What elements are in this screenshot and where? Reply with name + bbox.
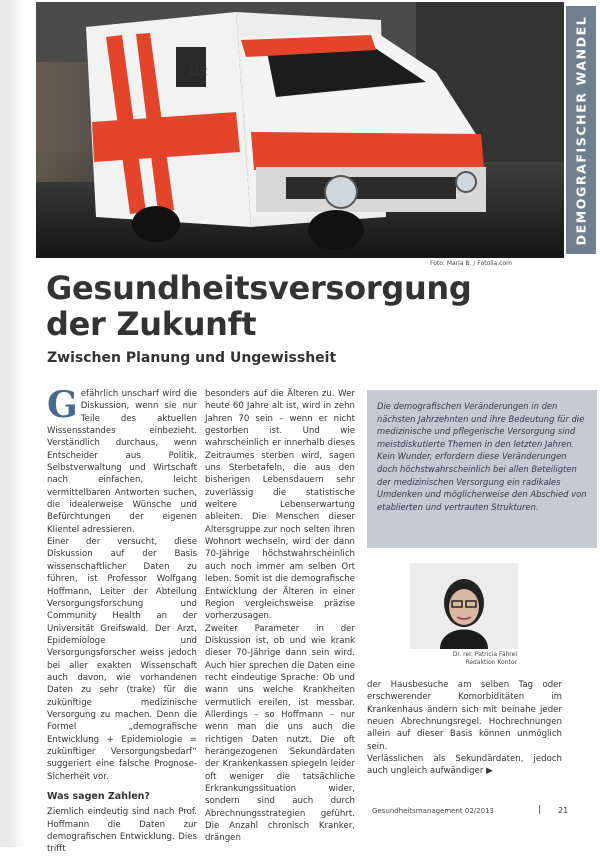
paragraph: Einer der versucht, diese Diskussion auf der Basis wissenschaftlicher Daten zu führen, ist Professor Wolfgang Hoffmann, Leiter der Abteilung Versorgungsforschung und Community Health an der Universität Greifswald. Der Arzt, Epidemiologe und Versorgungsforscher weiss jedoch bei aller exakten Wissenschaft auch davon, wie vorhandenen Daten zu sehr (trake) für die zukünftige medizinische Versorgung zu machen. Denn die Formel „demografische Entwicklung + Epidemiologie = zukünftiger Versorgungsbedarf“ suggeriert eine falsche Prognose-Sicherheit vor. <box>47 537 197 782</box>
footer-separator: | <box>538 805 542 815</box>
author-portrait <box>410 563 518 649</box>
text-column-3 <box>367 679 562 778</box>
drop-cap: G <box>47 384 78 426</box>
caption-name: Dr. rer. Patricia Fährel <box>452 651 517 658</box>
pull-quote-box <box>367 390 597 548</box>
pull-quote-text: Die demografischen Veränderungen in den nächsten Jahrzehnten und ihre Bedeutung für die medizinische und pflegerische Versorgung sind meistdiskutierte Themen in den letzten Jahren. Kein Wunder, erfordern diese Veränderungen doch höchstwahrscheinlich bei allen Beteiligten der medizinischen Versorgung ein radikales Umdenken und möglicherweise den Abschied von etablierten und vertrauten Strukturen. <box>377 401 587 512</box>
text-column-2 <box>205 388 355 845</box>
paragraph: der Hausbesuche am selben Tag oder erschwerender Komorbiditäten im Krankenhaus ändern sich mit beinahe jeder neuen Abrechnungsregel. Hochrechnungen allein auf dieser Basis können unmöglich sein. <box>367 680 562 752</box>
paragraph: besonders auf die Älteren zu. Wer heute 60 Jahre alt ist, wird in zehn Jahren 70 sein – wenn er nicht gestorben ist. Und wie wahrscheinlich er innerhalb dieses Zeitraumes sterben wird, sagen uns Sterbetafeln, die aus den bisherigen Lebensdauern sehr zuverlässig die statistische weitere Lebenserwartung ableiten. Die Menschen dieser Altersgruppe zur noch selten ihren Wohnort wechseln, wird der dann 70-Jährige höchstwahrscheinlich auch noch immer am selben Ort leben. Somit ist die demografische Entwicklung der Älteren in einer Region vergleichsweise präzise vorherzusagen. <box>205 389 355 622</box>
title-line-2: der Zukunft <box>46 305 257 343</box>
ambulance-illustration <box>36 2 564 258</box>
paragraph: Zweiter Parameter in der Diskussion ist, ob und wie krank dieser 70-Jährige dann sein wird. Auch hier sprechen die Daten eine recht eindeutige Sprache: Ob und wann uns welche Krankheiten vermutlich ereilen, ist messbar. Allerdings – so Hoffmann – nur wenn man die uns auch die richtigen Daten nutzt. Die oft herangezogenen Sekundärdaten der Krankenkassen spiegeln leider oft weniger die tatsächliche Erkrankungssituation wider, sondern sind auch durch Abrechnungsstrategien geführt. Die Anzahl chronisch Kranker, drängen <box>205 623 355 844</box>
page-number: 21 <box>558 806 569 815</box>
paragraph-text: efährlich unscharf wird die Diskussion, wenn sie nur Teile des aktuellen Wissensstandes einbezieht. Verständlich durchaus, wenn Entscheider aus Politik, Selbstverwaltung und Wirtschaft nach einfachen, leicht vermittelbaren Antworten suchen, die idealerweise Wünsche und Befürchtungen der eigenen Klientel adressieren. <box>47 389 197 535</box>
paragraph: Verlässlichen als Sekundärdaten, jedoch auch ungleich aufwändiger ▶ <box>367 754 562 777</box>
section-heading: Was sagen Zahlen? <box>47 791 150 802</box>
section-tab <box>566 6 596 254</box>
article-subtitle: Zwischen Planung und Ungewissheit <box>47 350 337 366</box>
text-column-1 <box>47 384 197 856</box>
article-title <box>46 270 472 342</box>
vehicle-number: 112 <box>188 64 208 78</box>
title-line-1: Gesundheitsversorgung <box>46 269 472 307</box>
paragraph <box>47 384 197 536</box>
publication-footer: Gesundheitsmanagement 02/2013 <box>372 807 494 815</box>
portrait-illustration <box>410 563 518 649</box>
paragraph: Ziemlich eindeutig sind nach Prof. Hoffmann die Daten zur demografischen Entwicklung. Dies trifft <box>47 807 197 855</box>
photo-credit: Foto: Maria B. / Fotolia.com <box>430 260 512 267</box>
caption-role: Redaktion Kontor <box>465 659 517 666</box>
portrait-caption <box>367 651 517 667</box>
section-tab-label: DEMOGRAFISCHER WANDEL <box>573 15 589 245</box>
ambulance-photo <box>36 2 564 258</box>
